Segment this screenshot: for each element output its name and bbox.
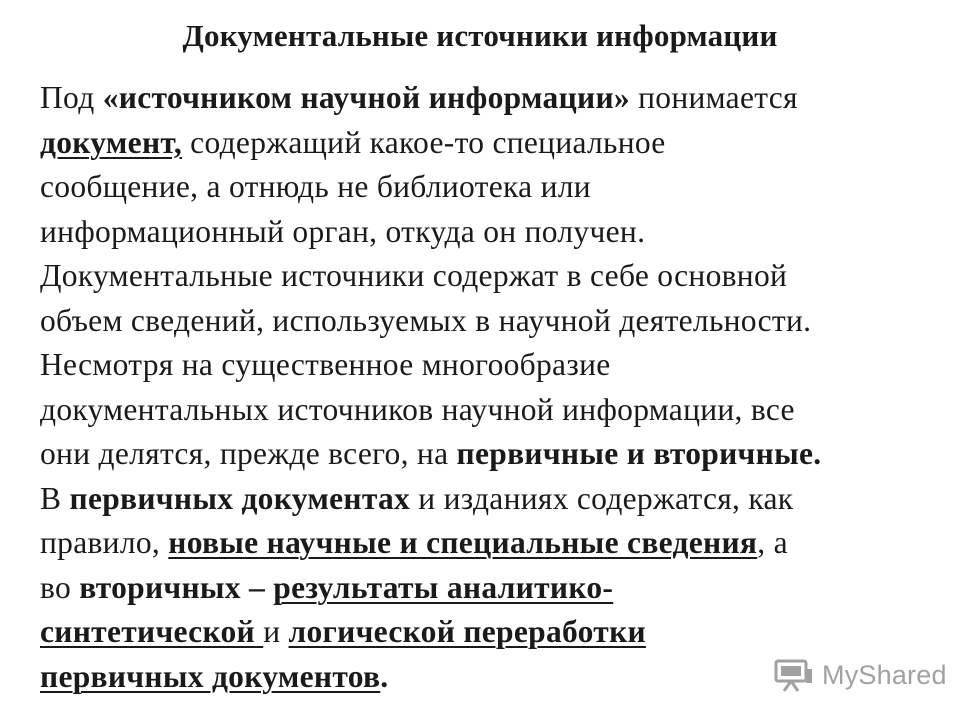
emphasized-text: документ, — [40, 124, 182, 160]
emphasized-text: результаты аналитико- — [273, 569, 614, 605]
text-line — [40, 254, 952, 299]
emphasized-text: синтетической — [40, 614, 264, 649]
text-run: содержащий какое-то специальное — [182, 124, 666, 160]
text-run: Документальные источники содержат в себе основной — [40, 258, 788, 293]
slide-title: Документальные источники информации — [182, 18, 778, 53]
text-run: документальных источников научной информации, все — [40, 391, 795, 427]
text-run: понимается — [629, 80, 798, 115]
text-run: сообщение, а отнюдь не библиотека или — [40, 169, 591, 204]
emphasized-text: вторичных – — [79, 569, 274, 605]
text-run: они делятся, прежде всего, на — [40, 436, 457, 471]
emphasized-text: первичных документов — [40, 658, 381, 694]
text-line — [40, 299, 952, 344]
text-run: объем сведений, используемых в научной деятельности. — [40, 302, 812, 338]
emphasized-text: новые научные и специальные сведения — [168, 525, 758, 560]
watermark — [772, 655, 947, 695]
presentation-board-icon — [772, 657, 816, 693]
text-line — [40, 610, 952, 655]
text-run: информационный орган, откуда он получен. — [40, 213, 646, 249]
text-line — [40, 121, 952, 166]
text-line — [40, 76, 952, 121]
text-line — [40, 477, 952, 522]
emphasized-text: первичные и вторичные. — [456, 436, 822, 471]
text-line — [40, 566, 952, 611]
emphasized-text: . — [380, 658, 389, 694]
emphasized-text: первичных документах — [69, 480, 411, 516]
text-line — [40, 521, 952, 566]
text-line — [40, 343, 952, 388]
text-line — [40, 388, 952, 433]
text-run: во — [40, 569, 80, 605]
text-run: и изданиях содержатся, как — [410, 480, 794, 516]
emphasized-text: «источником научной информации» — [102, 80, 630, 115]
body-text — [40, 76, 952, 699]
text-run: Несмотря на существенное многообразие — [40, 347, 611, 382]
text-run: правило, — [40, 525, 169, 560]
text-line — [40, 165, 952, 210]
text-run: и — [263, 614, 289, 649]
watermark-text: MyShared — [822, 659, 947, 690]
text-run: Под — [40, 80, 103, 115]
text-run: В — [40, 480, 70, 516]
emphasized-text: логической переработки — [288, 614, 646, 649]
text-line — [40, 432, 952, 477]
text-line — [40, 210, 952, 255]
text-run: , а — [757, 525, 788, 560]
